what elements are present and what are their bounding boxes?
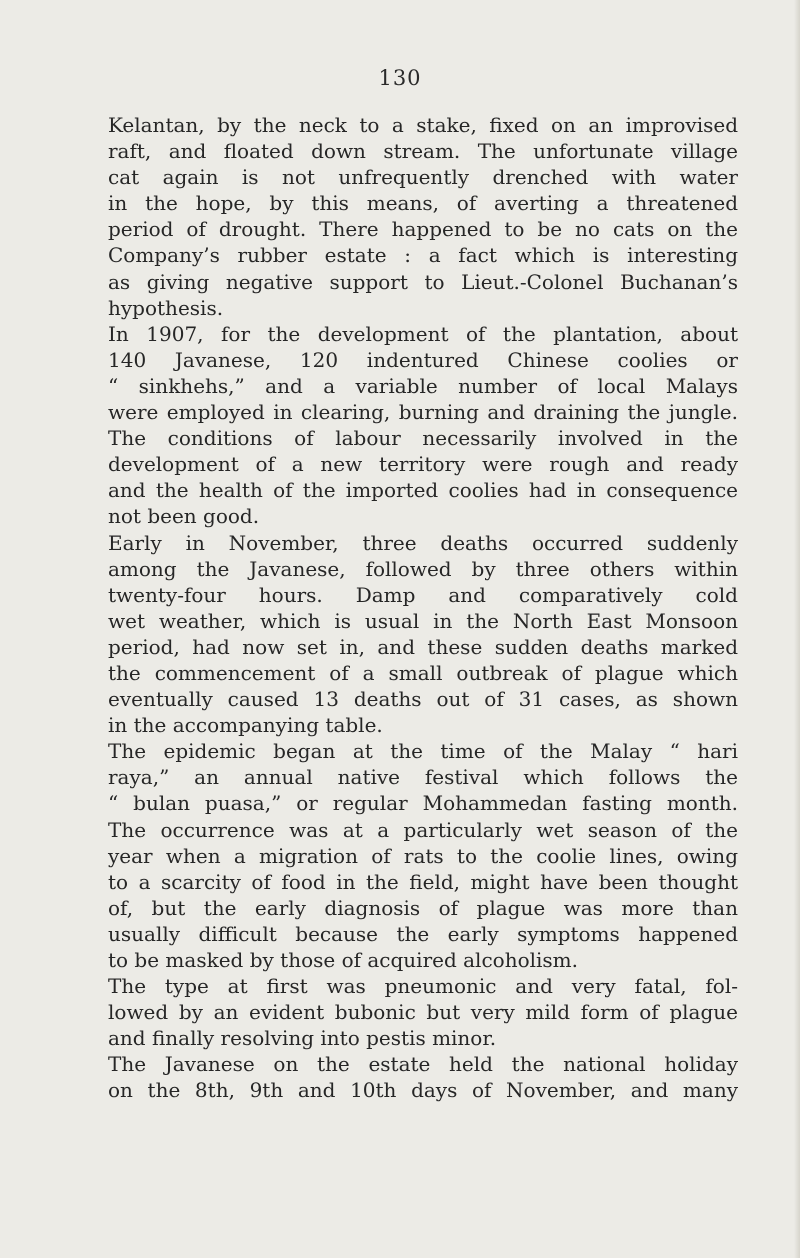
text-line: in the accompanying table. bbox=[108, 713, 383, 738]
text-line: usually difficult because the early symptoms happened bbox=[108, 921, 738, 946]
text-line: “ bulan puasa,” or regular Mohammedan fasting month. bbox=[108, 791, 738, 816]
text-line: were employed in clearing, burning and draining the jungle. bbox=[108, 400, 738, 425]
text-line: period, had now set in, and these sudden deaths marked bbox=[108, 634, 738, 659]
page-edge-shadow bbox=[794, 0, 800, 1258]
text-line: 140 Javanese, 120 indentured Chinese coolies or bbox=[108, 347, 738, 372]
text-line: Company’s rubber estate : a fact which is interesting bbox=[108, 243, 738, 268]
text-line: Early in November, three deaths occurred suddenly bbox=[108, 530, 738, 555]
text-line: The occurrence was at a particularly wet season of the bbox=[108, 817, 738, 842]
text-line: to a scarcity of food in the field, might have been thought bbox=[108, 869, 738, 894]
text-line: In 1907, for the development of the plantation, about bbox=[108, 321, 738, 346]
text-line: eventually caused 13 deaths out of 31 cases, as shown bbox=[108, 687, 738, 712]
text-line: as giving negative support to Lieut.-Colonel Buchanan’s bbox=[108, 269, 738, 294]
paragraph bbox=[108, 738, 738, 973]
text-line: to be masked by those of acquired alcoholism. bbox=[108, 948, 578, 972]
text-line: cat again is not unfrequently drenched with water bbox=[108, 165, 738, 190]
text-line: on the 8th, 9th and 10th days of November, and many bbox=[108, 1078, 738, 1103]
text-line: The Javanese on the estate held the national holiday bbox=[108, 1052, 738, 1077]
paragraph bbox=[108, 321, 738, 530]
text-line: “ sinkhehs,” and a variable number of local Malays bbox=[108, 373, 738, 398]
text-line: The type at first was pneumonic and very fatal, fol- bbox=[108, 974, 738, 999]
text-line: Kelantan, by the neck to a stake, fixed on an improvised bbox=[108, 113, 738, 137]
text-line: The epidemic began at the time of the Malay “ hari bbox=[108, 739, 738, 764]
text-line: among the Javanese, followed by three others within bbox=[108, 556, 738, 581]
text-line: twenty-four hours. Damp and comparatively cold bbox=[108, 582, 738, 607]
text-line: raya,” an annual native festival which follows the bbox=[108, 765, 738, 790]
text-line: in the hope, by this means, of averting a threatened bbox=[108, 191, 738, 216]
body-text bbox=[108, 112, 738, 1104]
text-line: wet weather, which is usual in the North East Monsoon bbox=[108, 608, 738, 633]
paragraph bbox=[108, 973, 738, 1051]
text-line: hypothesis. bbox=[108, 295, 224, 320]
paragraph bbox=[108, 530, 738, 739]
page-number: 130 bbox=[378, 66, 422, 90]
text-line: year when a migration of rats to the coolie lines, owing bbox=[108, 843, 738, 868]
text-line: development of a new territory were rough and ready bbox=[108, 452, 738, 477]
text-line: period of drought. There happened to be no cats on the bbox=[108, 217, 738, 242]
paragraph bbox=[108, 1051, 738, 1103]
text-line: The conditions of labour necessarily involved in the bbox=[108, 426, 738, 451]
text-line: lowed by an evident bubonic but very mild form of plague bbox=[108, 1000, 738, 1025]
text-line: the commencement of a small outbreak of plague which bbox=[108, 660, 738, 685]
text-line: of, but the early diagnosis of plague was more than bbox=[108, 895, 738, 920]
text-line: raft, and floated down stream. The unfortunate village bbox=[108, 139, 738, 164]
paragraph bbox=[108, 112, 738, 321]
text-line: and finally resolving into pestis minor. bbox=[108, 1026, 497, 1051]
text-line: and the health of the imported coolies had in consequence bbox=[108, 478, 738, 503]
text-line: not been good. bbox=[108, 504, 260, 529]
